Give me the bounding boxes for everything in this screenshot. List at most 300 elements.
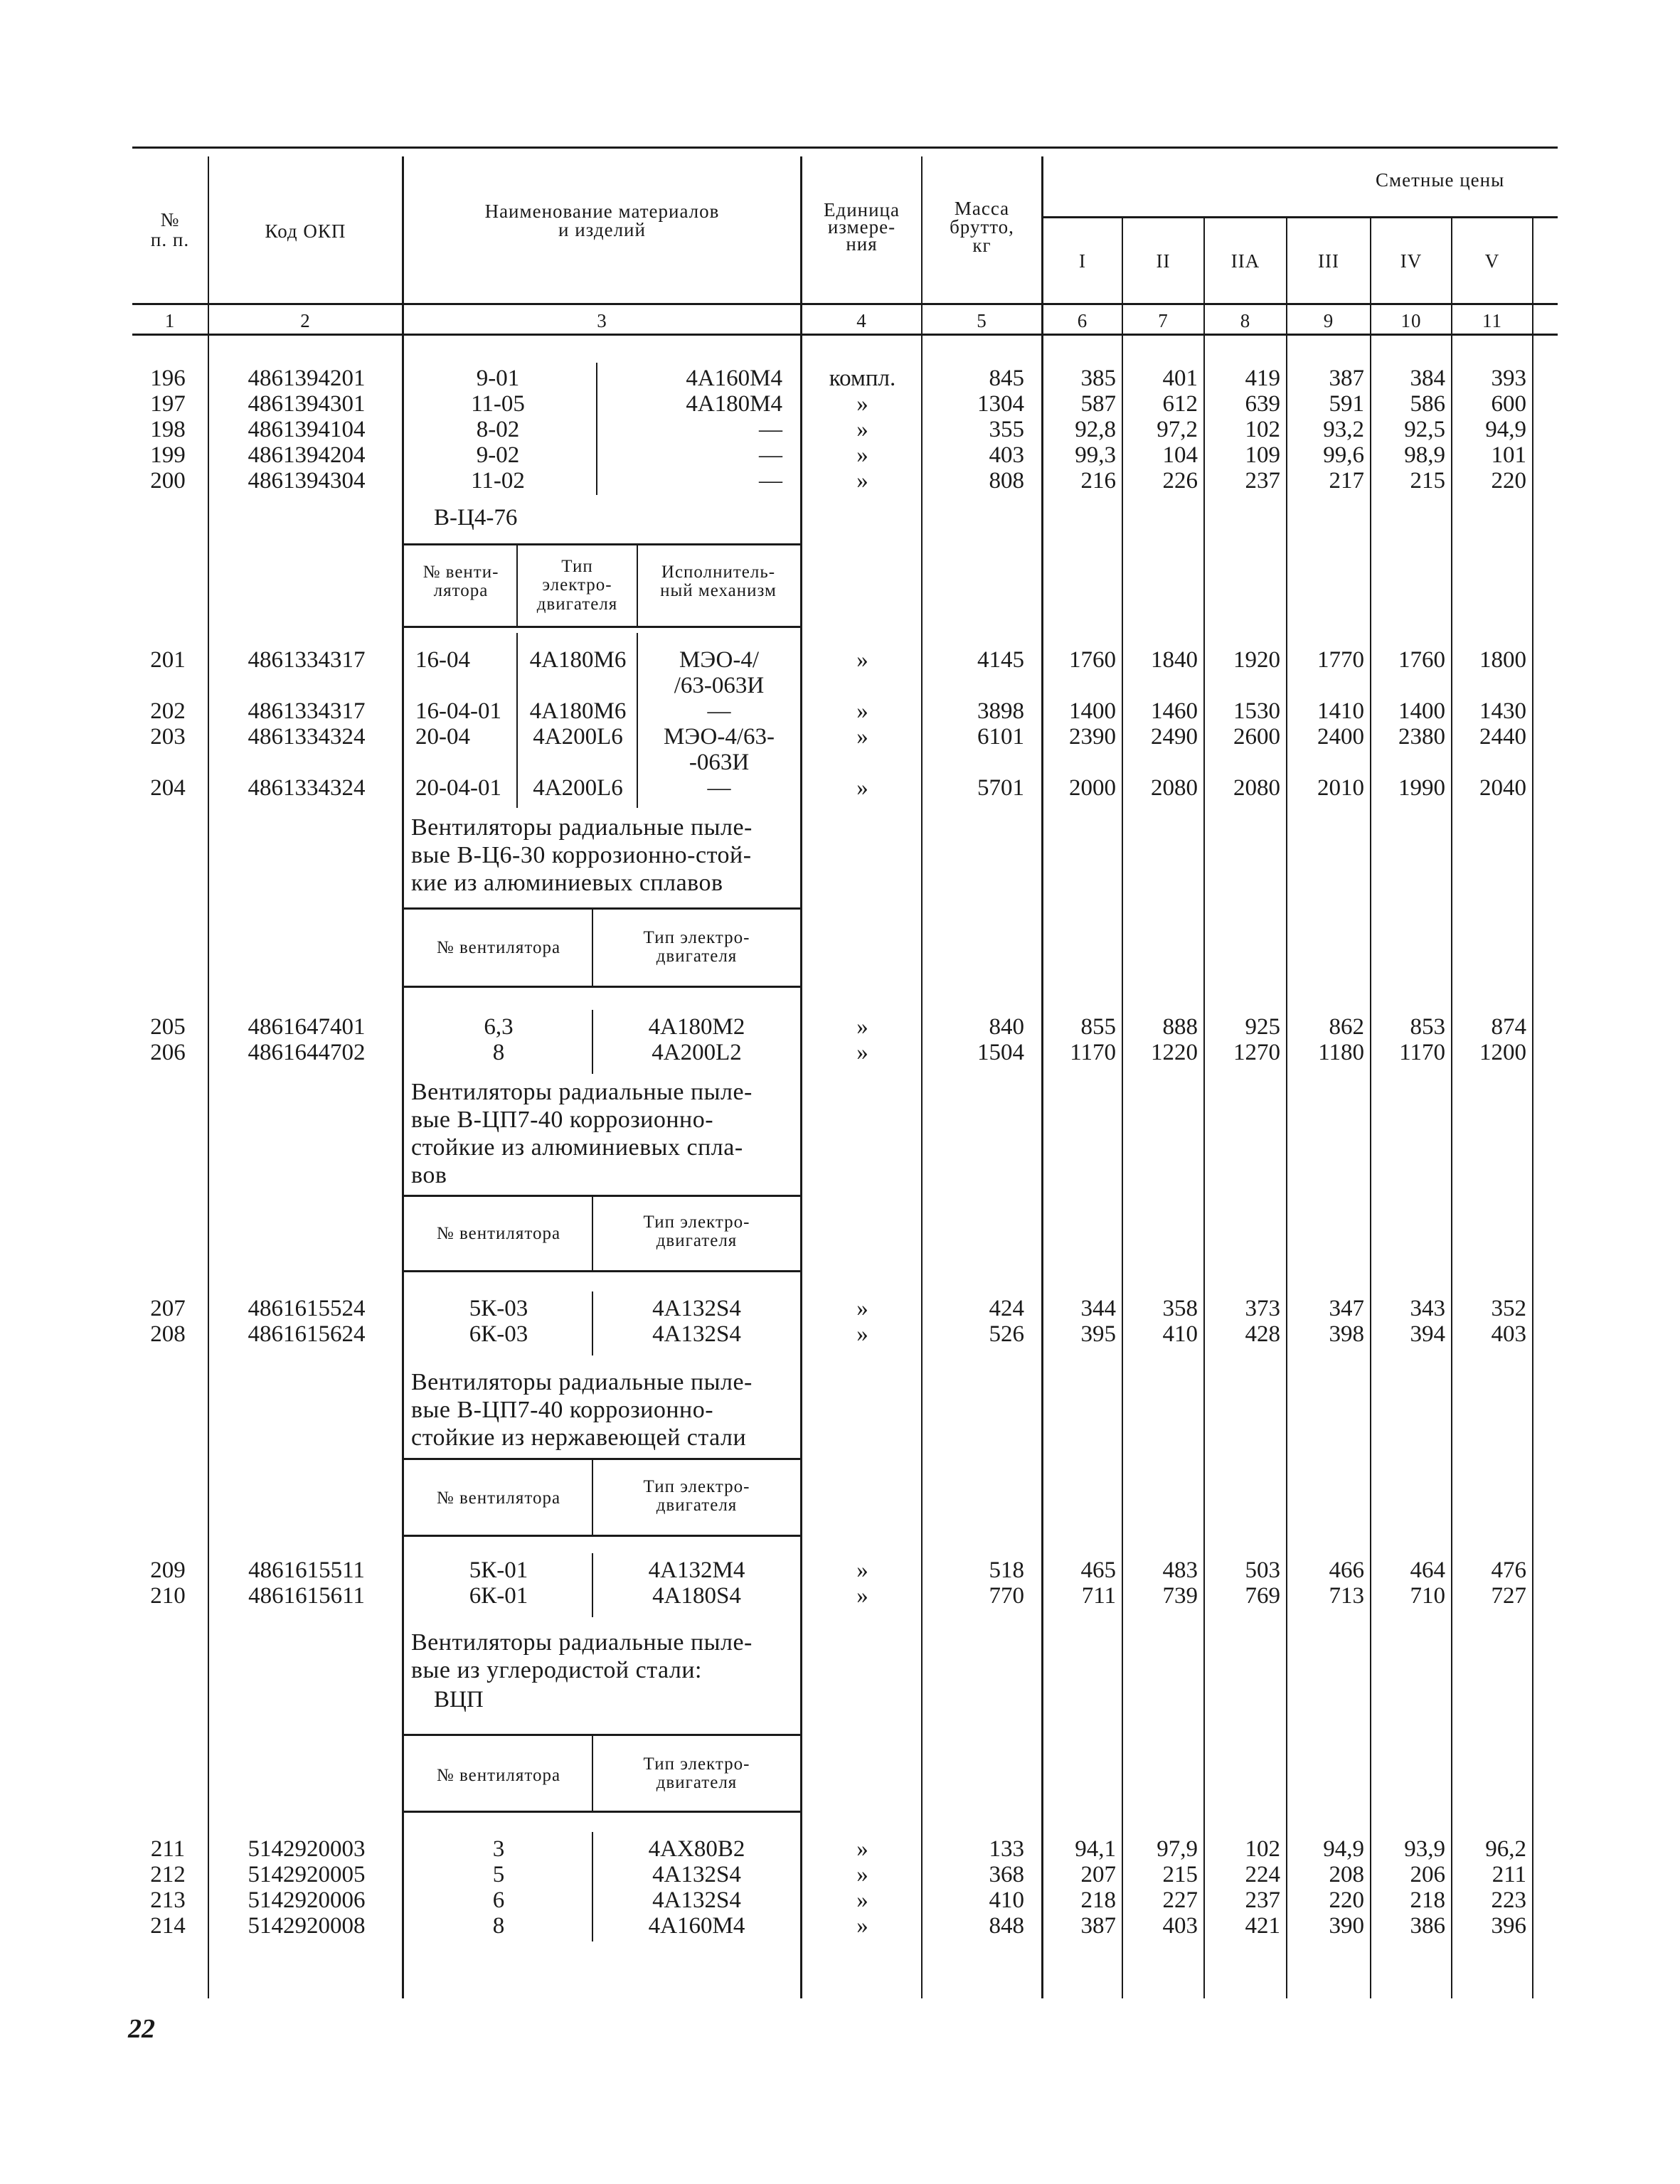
row-number: 211 xyxy=(150,1836,186,1862)
col-number-9: 9 xyxy=(1323,310,1334,331)
price-zone-5: 98,9 xyxy=(1404,442,1445,468)
gross-mass: 133 xyxy=(989,1836,1024,1862)
gross-mass: 808 xyxy=(989,468,1024,494)
price-zone-2: 2080 xyxy=(1151,775,1198,801)
price-zone-6: 727 xyxy=(1491,1583,1526,1609)
zone-header-III: III xyxy=(1318,250,1339,272)
fan-number: 5К-01 xyxy=(469,1557,528,1583)
fan-number: 5 xyxy=(492,1862,505,1887)
price-zone-3: 237 xyxy=(1245,1887,1280,1913)
motor-type: 4А180М6 xyxy=(529,698,627,724)
unit: » xyxy=(856,724,868,750)
price-zone-3: 102 xyxy=(1245,1836,1280,1862)
price-zone-3: 237 xyxy=(1245,468,1280,494)
header-unit-line2: измере- xyxy=(827,216,896,238)
subtable-2-header-motor: Тип электро- двигателя xyxy=(643,928,750,966)
price-zone-6: 600 xyxy=(1491,391,1526,417)
motor-type: 4А132S4 xyxy=(652,1296,741,1321)
header-no-symbol: № xyxy=(160,209,180,230)
price-zone-1: 1400 xyxy=(1069,698,1116,724)
price-zone-6: 220 xyxy=(1491,468,1526,494)
fan-number: 8 xyxy=(492,1913,505,1939)
price-zone-3: 224 xyxy=(1245,1862,1280,1887)
rows-1-divider xyxy=(596,363,597,495)
fan-number: 6 xyxy=(492,1887,505,1913)
price-zone-5: 343 xyxy=(1410,1296,1445,1321)
price-zone-2: 888 xyxy=(1162,1014,1198,1040)
subtable-3-top-rule xyxy=(404,1195,800,1197)
okp-code: 5142920005 xyxy=(248,1862,366,1887)
price-zone-1: 1760 xyxy=(1069,647,1116,673)
subtable-5-header-motor: Тип электро- двигателя xyxy=(643,1754,750,1793)
motor-type: 4А132М4 xyxy=(648,1557,745,1583)
row-number: 203 xyxy=(150,724,186,750)
unit: » xyxy=(856,391,868,417)
fan-number: 9-02 xyxy=(476,442,520,468)
col-number-2: 2 xyxy=(300,310,311,331)
price-zone-2: 401 xyxy=(1162,366,1198,391)
price-zone-2: 97,2 xyxy=(1157,417,1198,442)
col-rule-11 xyxy=(1532,216,1533,1998)
section-title-vcp7-40-aluminium: Вентиляторы радиальные пыле- вые В-ЦП7-40 коррозионно- стойкие из алюминиевых спла- вов xyxy=(411,1079,753,1188)
actuator-type: — xyxy=(707,698,731,724)
subtable-5-header-fan-no: № вентилятора xyxy=(436,1766,561,1785)
okp-code: 4861394201 xyxy=(248,366,366,391)
col-rule-4 xyxy=(921,156,923,1998)
unit: » xyxy=(856,698,868,724)
col-rule-2 xyxy=(402,156,404,1998)
price-zone-1: 216 xyxy=(1080,468,1116,494)
price-zone-6: 393 xyxy=(1491,366,1526,391)
price-zone-2: 739 xyxy=(1162,1583,1198,1609)
fan-number: 3 xyxy=(492,1836,505,1862)
col-rule-1 xyxy=(208,156,209,1998)
okp-code: 5142920008 xyxy=(248,1913,366,1939)
price-zone-2: 97,9 xyxy=(1157,1836,1198,1862)
fan-number: 6,3 xyxy=(484,1014,514,1040)
price-zone-3: 428 xyxy=(1245,1321,1280,1347)
gross-mass: 403 xyxy=(989,442,1024,468)
motor-type: 4А200L6 xyxy=(533,775,623,801)
price-zone-1: 207 xyxy=(1080,1862,1116,1887)
fan-number: 20-04-01 xyxy=(415,775,501,801)
okp-code: 4861334317 xyxy=(248,647,366,673)
fan-number: 8-02 xyxy=(476,417,520,442)
motor-type: 4А132S4 xyxy=(652,1887,741,1913)
price-zone-4: 390 xyxy=(1329,1913,1364,1939)
price-zone-3: 1530 xyxy=(1233,698,1280,724)
col-number-3: 3 xyxy=(597,310,607,331)
price-zone-4: 387 xyxy=(1329,366,1364,391)
gross-mass: 3898 xyxy=(977,698,1024,724)
subtable-5-bottom-rule xyxy=(404,1811,800,1813)
okp-code: 4861334324 xyxy=(248,724,366,750)
price-zone-4: 398 xyxy=(1329,1321,1364,1347)
price-zone-2: 358 xyxy=(1162,1296,1198,1321)
price-zone-5: 384 xyxy=(1410,366,1445,391)
unit: » xyxy=(856,775,868,801)
price-zone-5: 464 xyxy=(1410,1557,1445,1583)
row-number: 202 xyxy=(150,698,186,724)
col-number-10: 10 xyxy=(1400,310,1422,331)
actuator-type: МЭО-4/63- xyxy=(663,724,775,750)
row-number: 197 xyxy=(150,391,186,417)
unit: » xyxy=(856,1296,868,1321)
price-zone-4: 2010 xyxy=(1317,775,1364,801)
fan-number: 16-04 xyxy=(415,647,470,673)
unit: » xyxy=(856,1887,868,1913)
price-zone-5: 710 xyxy=(1410,1583,1445,1609)
subtable-2-bottom-rule xyxy=(404,986,800,988)
okp-code: 5142920006 xyxy=(248,1887,366,1913)
gross-mass: 845 xyxy=(989,366,1024,391)
okp-code: 4861394104 xyxy=(248,417,366,442)
okp-code: 4861334317 xyxy=(248,698,366,724)
header-unit-line3: ния xyxy=(846,233,878,255)
motor-type: 4А180М4 xyxy=(686,391,782,417)
actuator-type: МЭО-4/ xyxy=(679,647,760,673)
unit: » xyxy=(856,1836,868,1862)
price-zone-6: 101 xyxy=(1491,442,1526,468)
subtable-3-bottom-rule xyxy=(404,1270,800,1272)
section-title-vc4-76: В-Ц4-76 xyxy=(434,505,518,531)
okp-code: 4861394204 xyxy=(248,442,366,468)
section-title-carbon-steel: Вентиляторы радиальные пыле- вые из углеродистой стали: xyxy=(411,1629,753,1683)
price-zone-3: 769 xyxy=(1245,1583,1280,1609)
fan-number: 11-05 xyxy=(471,391,525,417)
okp-code: 4861394301 xyxy=(248,391,366,417)
price-zone-4: 217 xyxy=(1329,468,1364,494)
okp-code: 4861644702 xyxy=(248,1040,366,1065)
row-number: 207 xyxy=(150,1296,186,1321)
motor-type: 4А132S4 xyxy=(652,1321,741,1347)
subtable-5-top-rule xyxy=(404,1734,800,1736)
price-zone-6: 1430 xyxy=(1479,698,1526,724)
price-zone-3: 102 xyxy=(1245,417,1280,442)
rows-2-divider-1 xyxy=(516,633,518,808)
row-number: 212 xyxy=(150,1862,186,1887)
price-zone-5: 215 xyxy=(1410,468,1445,494)
gross-mass: 424 xyxy=(989,1296,1024,1321)
gross-mass: 840 xyxy=(989,1014,1024,1040)
actuator-type: -063И xyxy=(689,750,750,775)
col-number-7: 7 xyxy=(1158,310,1169,331)
subtable-4-top-rule xyxy=(404,1458,800,1460)
fan-number: 6К-03 xyxy=(469,1321,528,1347)
fan-number: 6К-01 xyxy=(469,1583,528,1609)
price-zone-2: 1840 xyxy=(1151,647,1198,673)
unit: » xyxy=(856,417,868,442)
col-number-4: 4 xyxy=(856,310,867,331)
row-number: 200 xyxy=(150,468,186,494)
header-name-line1: Наименование материалов xyxy=(484,201,720,222)
zone-header-IV: IV xyxy=(1400,250,1423,272)
price-zone-1: 2390 xyxy=(1069,724,1116,750)
subtable-4-bottom-rule xyxy=(404,1535,800,1537)
gross-mass: 368 xyxy=(989,1862,1024,1887)
row-number: 213 xyxy=(150,1887,186,1913)
row-number: 198 xyxy=(150,417,186,442)
motor-type: 4АХ80В2 xyxy=(648,1836,745,1862)
fan-number: 20-04 xyxy=(415,724,470,750)
okp-code: 4861615524 xyxy=(248,1296,366,1321)
zone-header-V: V xyxy=(1484,250,1500,272)
row-number: 204 xyxy=(150,775,186,801)
actuator-type: — xyxy=(707,775,731,801)
prices-subheader-rule xyxy=(1041,216,1558,218)
price-zone-6: 874 xyxy=(1491,1014,1526,1040)
price-zone-4: 591 xyxy=(1329,391,1364,417)
motor-type: 4А160М4 xyxy=(648,1913,745,1939)
row-number: 196 xyxy=(150,366,186,391)
gross-mass: 518 xyxy=(989,1557,1024,1583)
price-zone-5: 2380 xyxy=(1398,724,1445,750)
price-zone-3: 2600 xyxy=(1233,724,1280,750)
price-zone-4: 94,9 xyxy=(1323,1836,1364,1862)
gross-mass: 770 xyxy=(989,1583,1024,1609)
gross-mass: 5701 xyxy=(977,775,1024,801)
price-zone-3: 421 xyxy=(1245,1913,1280,1939)
price-zone-2: 226 xyxy=(1162,468,1198,494)
row-number: 210 xyxy=(150,1583,186,1609)
header-bottom-rule xyxy=(132,303,1558,305)
row-number: 205 xyxy=(150,1014,186,1040)
row-number: 199 xyxy=(150,442,186,468)
price-zone-3: 1920 xyxy=(1233,647,1280,673)
price-zone-5: 1990 xyxy=(1398,775,1445,801)
motor-type: — xyxy=(759,468,782,494)
price-zone-4: 862 xyxy=(1329,1014,1364,1040)
col-number-11: 11 xyxy=(1482,310,1502,331)
unit: » xyxy=(856,1040,868,1065)
okp-code: 4861334324 xyxy=(248,775,366,801)
price-zone-1: 387 xyxy=(1080,1913,1116,1939)
price-zone-4: 1770 xyxy=(1317,647,1364,673)
okp-code: 5142920003 xyxy=(248,1836,366,1862)
price-zone-5: 92,5 xyxy=(1404,417,1445,442)
row-number: 214 xyxy=(150,1913,186,1939)
motor-type: 4А180М2 xyxy=(648,1014,745,1040)
row-number: 206 xyxy=(150,1040,186,1065)
fan-number: 5К-03 xyxy=(469,1296,528,1321)
price-zone-5: 218 xyxy=(1410,1887,1445,1913)
price-zone-2: 2490 xyxy=(1151,724,1198,750)
price-zone-2: 227 xyxy=(1162,1887,1198,1913)
price-zone-4: 99,6 xyxy=(1323,442,1364,468)
row-number: 201 xyxy=(150,647,186,673)
price-zone-1: 711 xyxy=(1081,1583,1116,1609)
header-top-rule xyxy=(132,147,1558,149)
price-zone-2: 403 xyxy=(1162,1913,1198,1939)
col-rule-3 xyxy=(800,156,802,1998)
price-zone-4: 1410 xyxy=(1317,698,1364,724)
gross-mass: 526 xyxy=(989,1321,1024,1347)
motor-type: 4А200L2 xyxy=(652,1040,742,1065)
subtable-1-top-rule xyxy=(404,543,800,545)
subtable-3-header-fan-no: № вентилятора xyxy=(436,1224,561,1243)
col-number-1: 1 xyxy=(164,310,176,331)
price-zone-1: 1170 xyxy=(1070,1040,1116,1065)
price-zone-1: 344 xyxy=(1080,1296,1116,1321)
price-zone-3: 925 xyxy=(1245,1014,1280,1040)
price-zone-5: 853 xyxy=(1410,1014,1445,1040)
price-zone-2: 1220 xyxy=(1151,1040,1198,1065)
price-zone-3: 1270 xyxy=(1233,1040,1280,1065)
gross-mass: 410 xyxy=(989,1887,1024,1913)
price-zone-5: 386 xyxy=(1410,1913,1445,1939)
price-zone-1: 587 xyxy=(1080,391,1116,417)
price-zone-2: 1460 xyxy=(1151,698,1198,724)
gross-mass: 848 xyxy=(989,1913,1024,1939)
subtable-4-header-motor: Тип электро- двигателя xyxy=(643,1477,750,1516)
price-zone-2: 215 xyxy=(1162,1862,1198,1887)
price-zone-1: 2000 xyxy=(1069,775,1116,801)
price-zone-6: 1200 xyxy=(1479,1040,1526,1065)
price-zone-5: 394 xyxy=(1410,1321,1445,1347)
price-zone-2: 104 xyxy=(1162,442,1198,468)
price-zone-6: 96,2 xyxy=(1485,1836,1526,1862)
fan-number: 11-02 xyxy=(471,468,525,494)
subtable-1-header-fan-no: № венти- лятора xyxy=(422,563,499,601)
header-mass-line1: Масса xyxy=(954,198,1010,219)
section-title-vcp: ВЦП xyxy=(434,1687,484,1712)
header-mass-line2: брутто, xyxy=(950,216,1014,238)
price-zone-3: 109 xyxy=(1245,442,1280,468)
price-zone-6: 223 xyxy=(1491,1887,1526,1913)
subtable-2-header-fan-no: № вентилятора xyxy=(436,938,561,957)
unit: » xyxy=(856,1321,868,1347)
price-zone-4: 347 xyxy=(1329,1296,1364,1321)
unit: » xyxy=(856,468,868,494)
price-zone-1: 385 xyxy=(1080,366,1116,391)
unit: компл. xyxy=(829,366,896,391)
okp-code: 4861394304 xyxy=(248,468,366,494)
subtable-3-header-motor: Тип электро- двигателя xyxy=(643,1213,750,1251)
gross-mass: 4145 xyxy=(977,647,1024,673)
price-zone-1: 855 xyxy=(1080,1014,1116,1040)
price-zone-6: 476 xyxy=(1491,1557,1526,1583)
price-zone-4: 93,2 xyxy=(1323,417,1364,442)
price-zone-1: 94,1 xyxy=(1075,1836,1116,1862)
unit: » xyxy=(856,1913,868,1939)
header-mass-line3: кг xyxy=(972,235,991,256)
motor-type: 4А180М6 xyxy=(529,647,627,673)
price-zone-5: 1760 xyxy=(1398,647,1445,673)
section-title-vcp7-40-stainless: Вентиляторы радиальные пыле- вые В-ЦП7-40 коррозионно- стойкие из нержавеющей стали xyxy=(411,1369,753,1451)
fan-number: 16-04-01 xyxy=(415,698,501,724)
motor-type: — xyxy=(759,442,782,468)
price-zone-6: 211 xyxy=(1492,1862,1526,1887)
price-zone-1: 92,8 xyxy=(1075,417,1116,442)
price-zone-6: 1800 xyxy=(1479,647,1526,673)
motor-type: 4А180S4 xyxy=(652,1583,741,1609)
row-number: 208 xyxy=(150,1321,186,1347)
price-zone-6: 2440 xyxy=(1479,724,1526,750)
gross-mass: 6101 xyxy=(977,724,1024,750)
price-zone-5: 93,9 xyxy=(1404,1836,1445,1862)
fan-number: 9-01 xyxy=(476,366,520,391)
price-zone-6: 94,9 xyxy=(1485,417,1526,442)
col-number-5: 5 xyxy=(977,310,987,331)
subtable-2-top-rule xyxy=(404,907,800,910)
price-zone-5: 1170 xyxy=(1399,1040,1445,1065)
price-zone-4: 466 xyxy=(1329,1557,1364,1583)
actuator-type: /63-063И xyxy=(674,673,765,698)
gross-mass: 1304 xyxy=(977,391,1024,417)
okp-code: 4861615624 xyxy=(248,1321,366,1347)
row-number: 209 xyxy=(150,1557,186,1583)
section-title-vc6-30: Вентиляторы радиальные пыле- вые В-Ц6-30 коррозионно-стой- кие из алюминиевых сплавов xyxy=(411,814,753,896)
header-name-line2: и изделий xyxy=(558,219,646,240)
price-zone-3: 373 xyxy=(1245,1296,1280,1321)
price-zone-6: 2040 xyxy=(1479,775,1526,801)
price-zone-3: 419 xyxy=(1245,366,1280,391)
price-zone-6: 403 xyxy=(1491,1321,1526,1347)
subtable-1-header-actuator: Исполнитель- ный механизм xyxy=(660,563,777,601)
price-zone-1: 395 xyxy=(1080,1321,1116,1347)
price-zone-3: 503 xyxy=(1245,1557,1280,1583)
unit: » xyxy=(856,1557,868,1583)
header-no-label: п. п. xyxy=(150,229,190,250)
price-zone-4: 220 xyxy=(1329,1887,1364,1913)
fan-number: 8 xyxy=(492,1040,505,1065)
gross-mass: 1504 xyxy=(977,1040,1024,1065)
okp-code: 4861615511 xyxy=(248,1557,365,1583)
zone-header-I: I xyxy=(1079,250,1086,272)
header-okp: Код ОКП xyxy=(265,220,346,242)
price-zone-5: 586 xyxy=(1410,391,1445,417)
subtable-1-bottom-rule xyxy=(404,626,800,628)
price-zone-1: 99,3 xyxy=(1075,442,1116,468)
price-zone-3: 2080 xyxy=(1233,775,1280,801)
price-zone-5: 206 xyxy=(1410,1862,1445,1887)
gross-mass: 355 xyxy=(989,417,1024,442)
zone-header-IIA: IIA xyxy=(1230,250,1260,272)
price-zone-4: 1180 xyxy=(1318,1040,1364,1065)
column-number-rule xyxy=(132,334,1558,336)
col-number-8: 8 xyxy=(1240,310,1251,331)
unit: » xyxy=(856,1583,868,1609)
rows-2-divider-2 xyxy=(637,633,638,808)
price-zone-4: 713 xyxy=(1329,1583,1364,1609)
price-zone-2: 410 xyxy=(1162,1321,1198,1347)
price-zone-5: 1400 xyxy=(1398,698,1445,724)
motor-type: 4А132S4 xyxy=(652,1862,741,1887)
price-zone-4: 2400 xyxy=(1317,724,1364,750)
page-number: 22 xyxy=(128,2014,155,2044)
price-zone-1: 218 xyxy=(1080,1887,1116,1913)
price-zone-3: 639 xyxy=(1245,391,1280,417)
unit: » xyxy=(856,1862,868,1887)
subtable-4-header-fan-no: № вентилятора xyxy=(436,1488,561,1508)
unit: » xyxy=(856,647,868,673)
unit: » xyxy=(856,1014,868,1040)
col-number-6: 6 xyxy=(1077,310,1088,331)
price-zone-4: 208 xyxy=(1329,1862,1364,1887)
header-unit-line1: Единица xyxy=(823,199,900,220)
price-zone-2: 483 xyxy=(1162,1557,1198,1583)
subtable-1-header-motor: Тип электро- двигателя xyxy=(536,557,618,614)
okp-code: 4861615611 xyxy=(248,1583,365,1609)
price-zone-1: 465 xyxy=(1080,1557,1116,1583)
zone-header-II: II xyxy=(1156,250,1171,272)
motor-type: 4А200L6 xyxy=(533,724,623,750)
price-zone-2: 612 xyxy=(1162,391,1198,417)
motor-type: — xyxy=(759,417,782,442)
header-prices: Сметные цены xyxy=(1376,169,1505,191)
okp-code: 4861647401 xyxy=(248,1014,366,1040)
motor-type: 4А160М4 xyxy=(686,366,782,391)
